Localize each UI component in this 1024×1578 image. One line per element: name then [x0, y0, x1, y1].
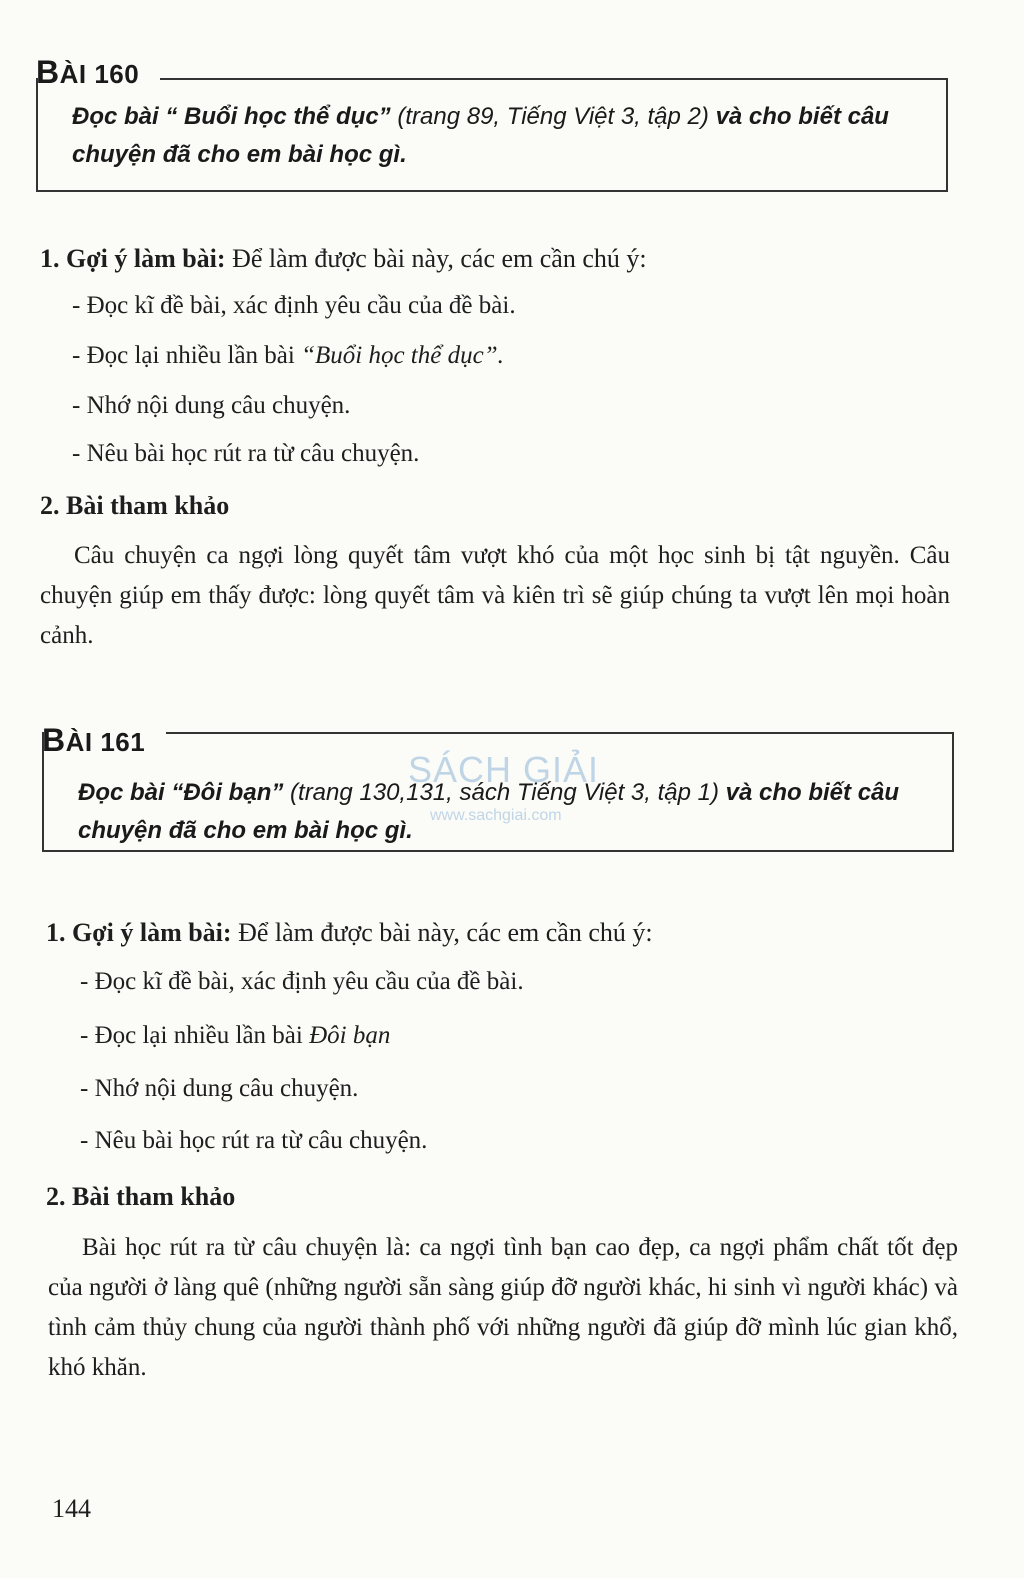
exercise-161-reference-text: Bài học rút ra từ câu chuyện là: ca ngợi tình bạn cao đẹp, ca ngợi phẩm chất tốt đẹp của người ở làng quê (những người sẵn sàng giúp đỡ người khác, hi sinh vì người khác) và tình cảm thủy chung của người thành phố với những người đã giúp đỡ mình lúc gian khổ, khó khăn. — [48, 1234, 958, 1381]
watermark-url: www.sachgiai.com — [430, 807, 562, 824]
exercise-160-title: BÀI 160 — [36, 54, 140, 90]
exercise-160-reference-heading: 2. Bài tham khảo — [40, 491, 230, 520]
exercise-160-bullet-3: - Nhớ nội dung câu chuyện. — [72, 392, 351, 419]
exercise-160-bullet-2: - Đọc lại nhiều lần bài “Buổi học thể dục”. — [72, 342, 504, 369]
exercise-160-bullet-4: - Nêu bài học rút ra từ câu chuyện. — [72, 440, 420, 467]
exercise-160-prompt: Đọc bài “ Buổi học thể dục” (trang 89, Tiếng Việt 3, tập 2) và cho biết câu chuyện đã cho em bài học gì. — [72, 103, 889, 168]
watermark-logo: SÁCH GIẢI — [408, 749, 600, 790]
exercise-161-bullet-4: - Nêu bài học rút ra từ câu chuyện. — [80, 1127, 428, 1154]
exercise-160-hint-heading: 1. Gợi ý làm bài: Để làm được bài này, các em cần chú ý: — [40, 244, 647, 273]
exercise-161-bullet-3: - Nhớ nội dung câu chuyện. — [80, 1075, 359, 1102]
exercise-160-bullet-1: - Đọc kĩ đề bài, xác định yêu cầu của đề bài. — [72, 292, 516, 319]
watermark — [408, 735, 618, 825]
exercise-160-reference-text: Câu chuyện ca ngợi lòng quyết tâm vượt khó của một học sinh bị tật nguyền. Câu chuyện giúp em thấy được: lòng quyết tâm và kiên trì sẽ giúp chúng ta vượt lên mọi hoàn cảnh. — [40, 542, 950, 649]
exercise-161-title: BÀI 161 — [42, 722, 146, 758]
exercise-161-bullet-2: - Đọc lại nhiều lần bài Đôi bạn — [80, 1022, 391, 1049]
exercise-161-reference-heading: 2. Bài tham khảo — [46, 1182, 236, 1211]
exercise-161-prompt: Đọc bài “Đôi bạn” (trang 130,131, sách Tiếng Việt 3, tập 1) và cho biết câu chuyện đã cho em bài học gì. — [78, 779, 900, 844]
page-number: 144 — [52, 1494, 91, 1523]
exercise-161-bullet-1: - Đọc kĩ đề bài, xác định yêu cầu của đề bài. — [80, 968, 524, 995]
exercise-161-hint-heading: 1. Gợi ý làm bài: Để làm được bài này, các em cần chú ý: — [46, 918, 653, 947]
